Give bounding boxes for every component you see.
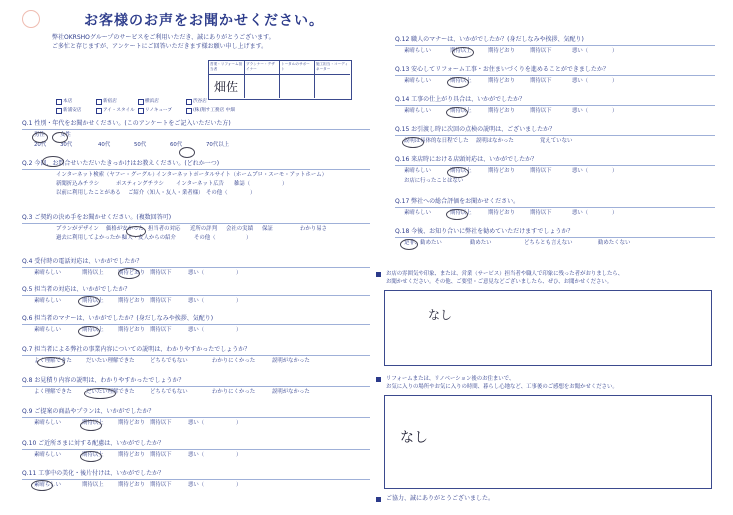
- answer-option[interactable]: 期待以下: [150, 482, 172, 488]
- question-label: Q.16 来店時における店頭対応は、いかがでしたか？: [395, 156, 538, 163]
- question-rule: [395, 165, 715, 166]
- store-checkbox[interactable]: [96, 99, 102, 105]
- answer-option[interactable]: 素晴らしい: [34, 327, 61, 333]
- question-rule: [395, 105, 715, 106]
- answer-option[interactable]: 勧めたい: [470, 240, 492, 246]
- answer-option[interactable]: ）: [612, 108, 618, 114]
- answer-option[interactable]: ）: [236, 420, 242, 426]
- answer-circle: [400, 239, 418, 250]
- answer-option[interactable]: 説明がなかった: [272, 358, 310, 364]
- store-label: 本店: [63, 99, 73, 104]
- answer-option[interactable]: 素晴らしい: [34, 420, 61, 426]
- answer-option[interactable]: 会社の実績: [226, 226, 253, 232]
- answer-option[interactable]: ）: [246, 235, 252, 241]
- answer-option[interactable]: お店に行ったことはない: [404, 178, 464, 184]
- footer-bullet: [376, 497, 381, 502]
- question-rule: [22, 449, 370, 450]
- answer-option[interactable]: 覚えていない: [540, 138, 573, 144]
- comment2-label: お気に入りの場所やお気に入りの時間、暮らし心地など、工事後のご感想をお聞かせください。: [386, 384, 618, 390]
- answer-circle: [84, 388, 116, 399]
- question-rule: [395, 75, 715, 76]
- question-label: Q.13 安心してリフォーム工事・お住まいづくりを進めることができましたか？: [395, 66, 609, 73]
- answer-option[interactable]: 素晴らしい: [404, 210, 431, 216]
- answer-option[interactable]: 悪い（: [572, 48, 589, 54]
- store-label: アイ・スタイル: [103, 108, 135, 113]
- answer-option[interactable]: よく理解できた: [34, 358, 72, 364]
- question-rule: [22, 417, 370, 418]
- answer-option[interactable]: 近所の評判: [190, 226, 217, 232]
- question-rule: [22, 169, 370, 170]
- answer-circle: [42, 156, 64, 167]
- staff-table-divider: [279, 60, 280, 98]
- answer-option[interactable]: 悪い（: [188, 482, 205, 488]
- answer-circle: [126, 226, 146, 237]
- answer-option[interactable]: 素晴らしい: [404, 48, 431, 54]
- answer-option[interactable]: 勧めたくない: [598, 240, 631, 246]
- question-label: Q.7 担当者による弊社の事業内容についての説明は、わかりやすかったでしょうか？: [22, 346, 251, 353]
- answer-option[interactable]: 期待以下: [150, 270, 172, 276]
- answer-option[interactable]: ）: [236, 482, 242, 488]
- intro-line-1: 弊社OKRSHOグループのサービスをご利用いただき、誠にありがとうございます。: [52, 34, 275, 41]
- store-label: 新宿店: [103, 99, 117, 104]
- comment2-bullet: [376, 377, 381, 382]
- answer-option[interactable]: 素晴らしい: [34, 298, 61, 304]
- answer-option[interactable]: わかりにくかった: [212, 389, 256, 395]
- question-rule: [22, 223, 370, 224]
- answer-option[interactable]: 期待どおり: [118, 327, 145, 333]
- answer-circle: [446, 107, 468, 118]
- answer-option[interactable]: 価格が安かった: [106, 226, 144, 232]
- answer-circle: [447, 77, 469, 88]
- answer-option[interactable]: 40代: [98, 142, 111, 148]
- store-checkbox[interactable]: [56, 99, 62, 105]
- answer-option[interactable]: 期待以下: [150, 420, 172, 426]
- answer-option[interactable]: 素晴らしい: [34, 452, 61, 458]
- answer-option[interactable]: 期待以上: [450, 48, 472, 54]
- question-rule: [395, 237, 715, 238]
- question-label: Q.9 ご提案の商品やプランは、いかがでしたか？: [22, 408, 155, 415]
- answer-option[interactable]: 保証: [262, 226, 273, 232]
- question-label: Q.2 今回、お問合せいただいたきっかけはお教えください。(どれか一つ): [22, 160, 220, 167]
- question-rule: [395, 45, 715, 46]
- answer-option[interactable]: ）: [612, 48, 618, 54]
- answer-option[interactable]: 期待どおり: [118, 452, 145, 458]
- answer-circle: [52, 132, 68, 143]
- answer-option[interactable]: だいたい理解できた: [86, 389, 135, 395]
- answer-option[interactable]: ）: [250, 190, 256, 196]
- answer-option[interactable]: 50代: [134, 142, 147, 148]
- answer-circle: [447, 167, 469, 178]
- question-rule: [395, 207, 715, 208]
- answer-option[interactable]: 期待どおり: [118, 482, 145, 488]
- answer-option[interactable]: 30代: [60, 142, 73, 148]
- answer-option[interactable]: 期待どおり: [118, 270, 145, 276]
- question-label: Q.17 弊社への総合評価をお聞かせください。: [395, 198, 520, 205]
- answer-option[interactable]: 期待以下: [530, 168, 552, 174]
- answer-circle: [80, 420, 102, 431]
- answer-option[interactable]: ）: [236, 452, 242, 458]
- question-label: Q.10 ご近所さまに対する配慮は、いかがでしたか？: [22, 440, 165, 447]
- staff-col-header: トータルのサポート: [281, 62, 310, 71]
- answer-option[interactable]: 悪い（: [572, 108, 589, 114]
- question-label: Q.4 受付時の電話対応は、いかがでしたか？: [22, 258, 143, 265]
- answer-option[interactable]: わかりにくかった: [212, 358, 256, 364]
- answer-option[interactable]: 新聞折込みチラシ: [56, 181, 100, 187]
- answer-option[interactable]: 素晴らしい: [34, 270, 61, 276]
- answer-option[interactable]: 悪い（: [572, 168, 589, 174]
- answer-option[interactable]: 悪い（: [188, 452, 205, 458]
- comment2-answer: なし: [400, 430, 428, 446]
- answer-option[interactable]: 期待どおり: [488, 48, 515, 54]
- answer-circle: [118, 268, 140, 279]
- answer-option[interactable]: ）: [236, 270, 242, 276]
- answer-option[interactable]: 期待以上: [82, 420, 104, 426]
- comment1-label: お店の雰囲気や印象、または、営業（サービス）担当者や職人で印象に残った者がおりましたら、: [386, 271, 624, 277]
- staff-col-header: プランナー・デザイナー: [246, 62, 275, 71]
- answer-option[interactable]: 悪い（: [188, 420, 205, 426]
- answer-option[interactable]: 悪い（: [188, 298, 205, 304]
- answer-circle: [37, 357, 65, 368]
- answer-circle: [78, 296, 100, 307]
- store-label: リノキューブ: [145, 108, 172, 113]
- question-rule: [22, 386, 370, 387]
- answer-option[interactable]: 期待以上: [82, 482, 104, 488]
- answer-option[interactable]: 素晴らしい: [34, 482, 61, 488]
- answer-option[interactable]: 期待以下: [530, 108, 552, 114]
- answer-option[interactable]: 期待以上: [82, 452, 104, 458]
- answer-option[interactable]: 期待以上: [82, 298, 104, 304]
- store-checkbox[interactable]: [186, 99, 192, 105]
- answer-option[interactable]: ご紹介（知人・友人・業者様）: [128, 190, 204, 196]
- store-checkbox[interactable]: [138, 108, 144, 114]
- store-checkbox[interactable]: [186, 108, 192, 114]
- answer-option[interactable]: 期待どおり: [488, 168, 515, 174]
- answer-circle: [446, 209, 468, 220]
- answer-option[interactable]: 雑誌（: [234, 181, 251, 187]
- answer-option[interactable]: 説明はなかった: [476, 138, 514, 144]
- question-label: Q.18 今後、お知り合いに弊社を勧めていただけますでしょうか？: [395, 228, 574, 235]
- answer-option[interactable]: 60代: [170, 142, 183, 148]
- question-label: Q.6 担当者のマナーは、いかがでしたか？(身だしなみや挨拶、気配り): [22, 315, 214, 322]
- answer-option[interactable]: 悪い（: [188, 270, 205, 276]
- store-label: 横浜店: [145, 99, 159, 104]
- answer-option[interactable]: 期待以下: [530, 48, 552, 54]
- answer-option[interactable]: ）: [282, 181, 288, 187]
- question-label: Q.11 工事中の美化・後片付けは、いかがでしたか？: [22, 470, 165, 477]
- question-label: Q.15 お引渡し時に次回の点検の説明は、ございましたか？: [395, 126, 556, 133]
- answer-option[interactable]: ）: [236, 298, 242, 304]
- footer-thanks: ご協力、誠にありがとうございました。: [386, 495, 495, 502]
- staff-table-divider: [208, 74, 350, 75]
- answer-option[interactable]: 期待以下: [150, 327, 172, 333]
- question-rule: [22, 267, 370, 268]
- page-title: お客様のお声をお聞かせください。: [84, 13, 324, 29]
- staff-col-header: 営業・リフォーム担当者: [210, 62, 243, 71]
- question-rule: [22, 324, 370, 325]
- comment1-label: お聞かせください。その他、ご要望・ご意見などございましたら、ぜひ、お聞かせください。: [386, 279, 613, 285]
- question-label: Q.1 性別・年代をお聞かせください。(このアンケートをご記入いただいた方): [22, 120, 231, 127]
- answer-option[interactable]: インターネットポータルサイト（ホームプロ・スーモ・アットホーム）: [156, 172, 327, 178]
- answer-option[interactable]: 説明は具体的な日程でした: [404, 138, 469, 144]
- store-checkbox[interactable]: [56, 108, 62, 114]
- question-label: Q.8 お見積り内容の説明は、わかりやすかったでしょうか？: [22, 377, 185, 384]
- answer-option[interactable]: わかり易さ: [300, 226, 327, 232]
- question-label: Q.3 ご契約の決め手をお聞かせください。(複数回答可): [22, 214, 172, 221]
- answer-option[interactable]: 期待以上: [450, 168, 472, 174]
- answer-option[interactable]: どちらとも言えない: [524, 240, 573, 246]
- answer-option[interactable]: 期待以下: [150, 452, 172, 458]
- answer-option[interactable]: インターネット検索（ヤフー・グーグル）: [56, 172, 158, 178]
- comment2-box[interactable]: [384, 395, 712, 489]
- answer-option[interactable]: ）: [612, 168, 618, 174]
- answer-option[interactable]: 20代: [34, 142, 47, 148]
- answer-option[interactable]: 期待どおり: [488, 210, 515, 216]
- answer-option[interactable]: ）: [612, 210, 618, 216]
- answer-circle: [78, 326, 100, 337]
- answer-option[interactable]: どちらでもない: [150, 389, 188, 395]
- answer-option[interactable]: 期待以上: [82, 327, 104, 333]
- answer-option[interactable]: 素晴らしい: [404, 108, 431, 114]
- question-label: Q.12 職人のマナーは、いかがでしたか？(身だしなみや挨拶、気配り): [395, 36, 584, 43]
- question-rule: [22, 129, 370, 130]
- answer-option[interactable]: 説明がなかった: [272, 389, 310, 395]
- question-rule: [22, 479, 370, 480]
- answer-option[interactable]: 知人・友人からの紹介: [122, 235, 176, 241]
- answer-option[interactable]: どちらでもない: [150, 358, 188, 364]
- question-rule: [395, 135, 715, 136]
- answer-option[interactable]: 期待どおり: [488, 108, 515, 114]
- answer-option[interactable]: 素晴らしい: [404, 168, 431, 174]
- answer-circle: [80, 451, 102, 462]
- answer-option[interactable]: よく理解できた: [34, 389, 72, 395]
- answer-option[interactable]: 期待以下: [530, 210, 552, 216]
- store-label: (株)翔サ工務店 中畑: [193, 108, 235, 113]
- answer-option[interactable]: 期待以下: [150, 298, 172, 304]
- store-checkbox[interactable]: [96, 108, 102, 114]
- comment1-answer: なし: [428, 308, 453, 322]
- answer-option[interactable]: その他（: [194, 235, 216, 241]
- answer-option[interactable]: 女性: [60, 132, 71, 138]
- answer-option[interactable]: 悪い（: [188, 327, 205, 333]
- answer-circle: [179, 147, 195, 158]
- question-label: Q.14 工事の仕上がり具合は、いかがでしたか？: [395, 96, 526, 103]
- answer-option[interactable]: 悪い（: [572, 210, 589, 216]
- answer-option[interactable]: その他（: [206, 190, 228, 196]
- staff-table-divider: [314, 60, 315, 98]
- answer-option[interactable]: 期待以上: [450, 210, 472, 216]
- question-rule: [22, 355, 370, 356]
- answer-option[interactable]: 期待以上: [450, 108, 472, 114]
- intro-line-2: ご多忙と存じますが、アンケートにご回答いただきます様お願い申し上げます。: [52, 43, 268, 50]
- comment1-bullet: [376, 272, 381, 277]
- answer-option[interactable]: 以前に利用したことがある: [56, 190, 121, 196]
- answer-option[interactable]: 是非、勧めたい: [404, 240, 442, 246]
- staff-col-header: 施工担当・コーディネーター: [316, 62, 349, 71]
- answer-option[interactable]: だいたい理解できた: [86, 358, 135, 364]
- answer-option[interactable]: 70代以上: [206, 142, 230, 148]
- store-label: 新浦安店: [63, 108, 82, 113]
- answer-option[interactable]: 悪い（: [572, 78, 589, 84]
- answer-option[interactable]: ）: [236, 327, 242, 333]
- answer-option[interactable]: 期待以上: [82, 270, 104, 276]
- stamp-mark: [22, 10, 40, 28]
- answer-circle: [32, 132, 48, 143]
- answer-circle: [402, 137, 424, 148]
- answer-option[interactable]: ポスティングチラシ: [116, 181, 164, 187]
- question-label: Q.5 担当者の対応は、いかがでしたか？: [22, 286, 131, 293]
- answer-option[interactable]: 男性: [34, 132, 45, 138]
- store-label: 渋谷店: [193, 99, 207, 104]
- answer-circle: [452, 47, 474, 58]
- comment2-label: リフォームまたは、リノベーション後のお住まいで、: [386, 376, 515, 382]
- staff-signature: 畑佐: [214, 80, 239, 94]
- comment1-box[interactable]: [384, 290, 712, 366]
- answer-option[interactable]: 素晴らしい: [404, 78, 431, 84]
- answer-option[interactable]: インターネット広告: [176, 181, 225, 187]
- answer-option[interactable]: 期待どおり: [488, 78, 515, 84]
- answer-option[interactable]: 担当者の対応: [148, 226, 181, 232]
- answer-option[interactable]: 過去に利用してよかったから: [56, 235, 127, 241]
- answer-option[interactable]: ）: [612, 78, 618, 84]
- question-rule: [22, 295, 370, 296]
- answer-option[interactable]: 期待以下: [530, 78, 552, 84]
- store-checkbox[interactable]: [138, 99, 144, 105]
- staff-table-divider: [244, 60, 245, 98]
- answer-circle: [31, 480, 53, 491]
- answer-option[interactable]: 期待どおり: [118, 298, 145, 304]
- answer-option[interactable]: 期待どおり: [118, 420, 145, 426]
- answer-option[interactable]: 期待以上: [450, 78, 472, 84]
- answer-option[interactable]: プランがデザイン: [56, 226, 99, 232]
